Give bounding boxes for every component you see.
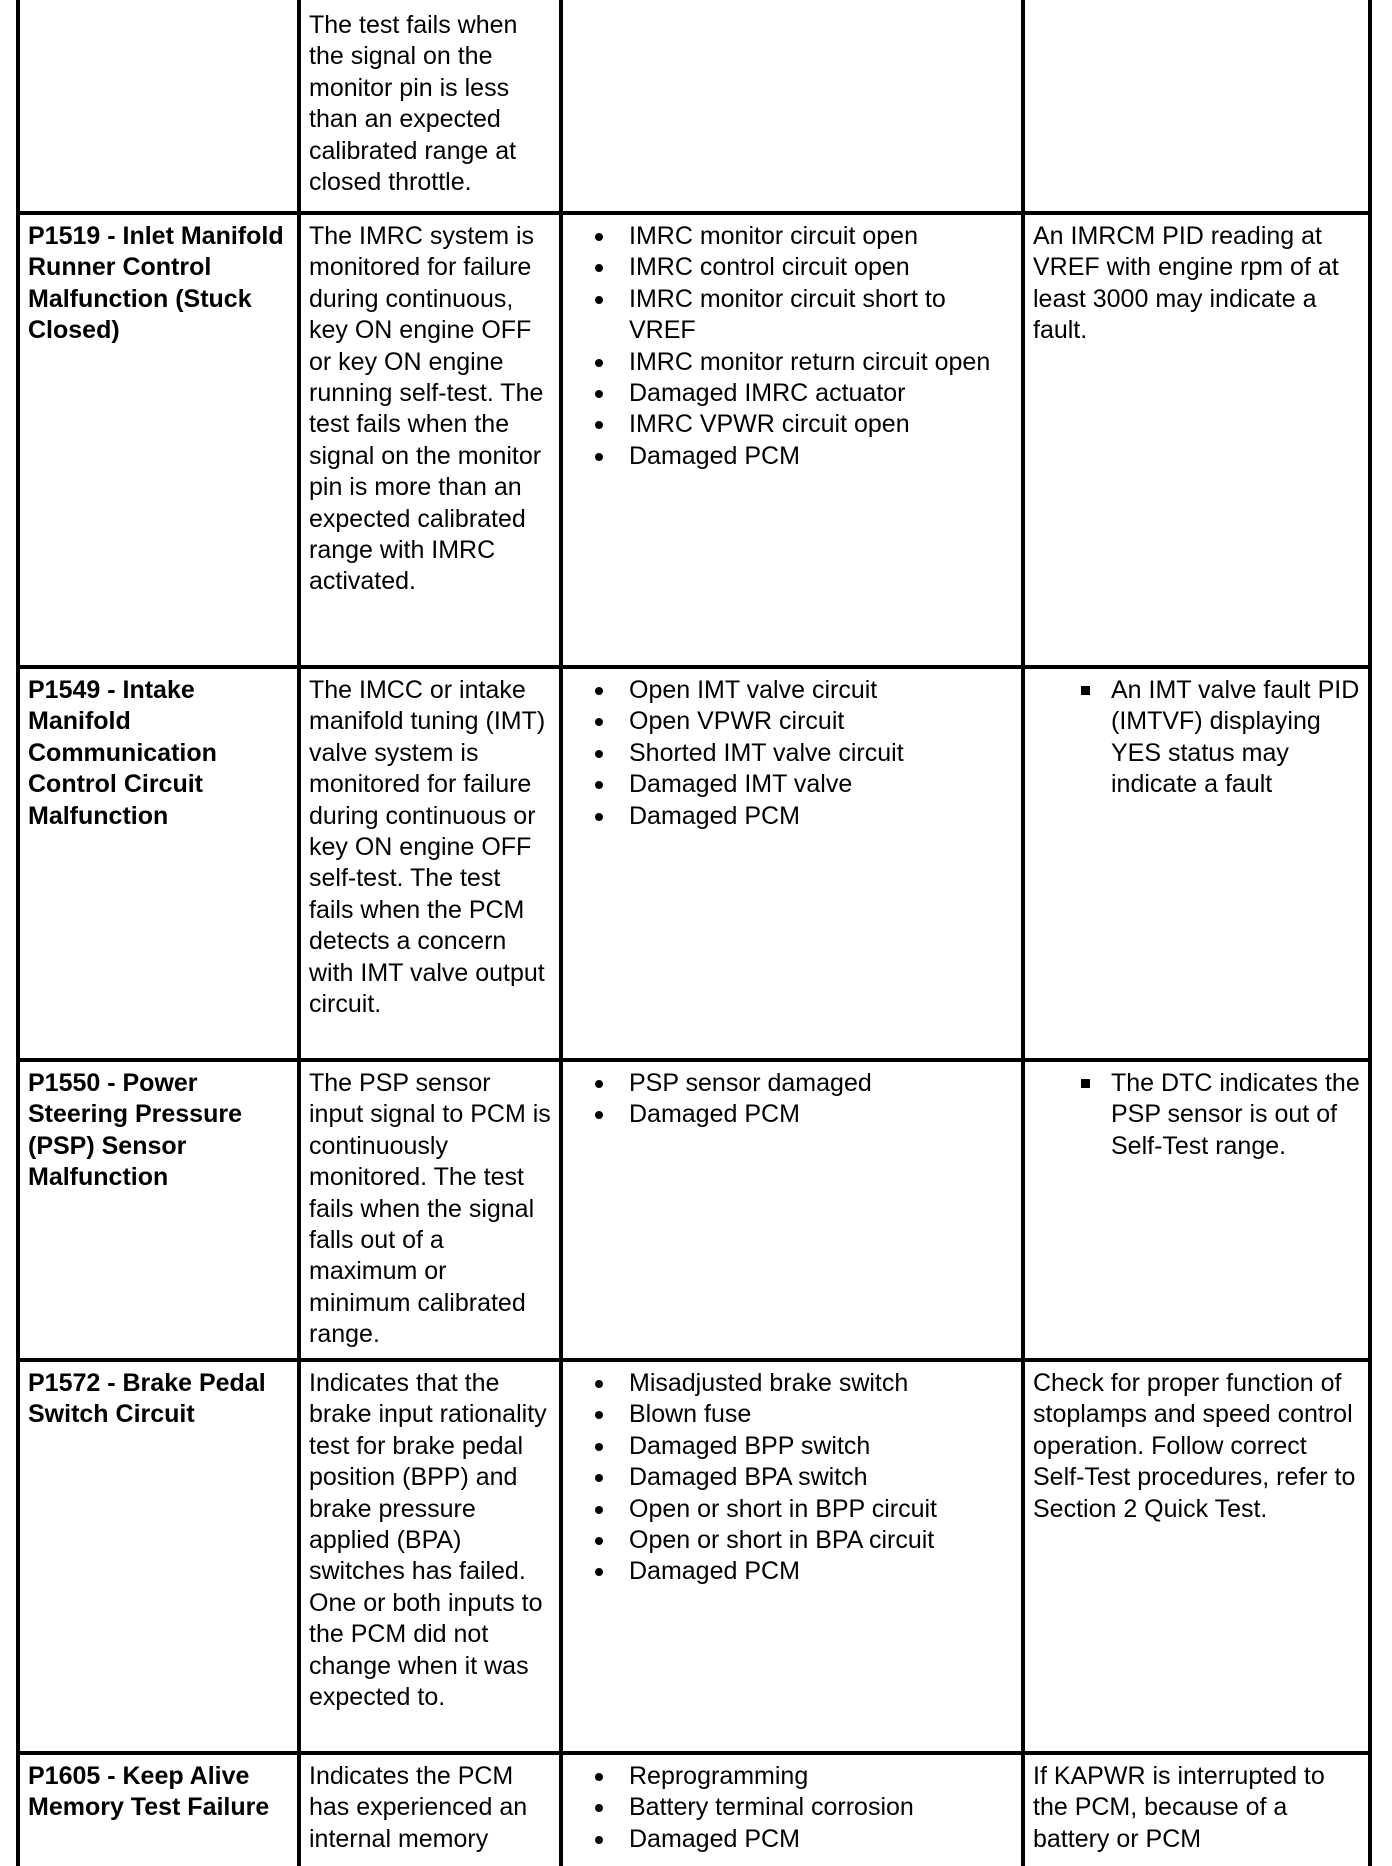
causes-list xyxy=(571,1068,1013,1131)
diagnostic-aids-cell xyxy=(1025,1062,1368,1358)
possible-causes-cell xyxy=(563,1362,1025,1751)
dtc-code-cell: P1549 - Intake Manifold Communication Control Circuit Malfunction xyxy=(20,669,301,1058)
dtc-code-cell: P1605 - Keep Alive Memory Test Failure xyxy=(20,1755,301,1866)
table-row xyxy=(20,215,1368,669)
description-cell: The PSP sensor input signal to PCM is continuously monitored. The test fails when the signal falls out of a maximum or minimum calibrated range. xyxy=(301,1062,563,1358)
diagnostic-aids-cell: If KAPWR is interrupted to the PCM, because of a battery or PCM xyxy=(1033,1762,1325,1853)
causes-list xyxy=(571,1761,1013,1855)
list-item: Open or short in BPA circuit xyxy=(629,1525,1013,1556)
dtc-table xyxy=(16,0,1372,1866)
list-item: PSP sensor damaged xyxy=(629,1068,1013,1099)
list-item: Damaged PCM xyxy=(629,441,1013,472)
diagnostic-aids-cell xyxy=(1025,0,1368,211)
list-item: Blown fuse xyxy=(629,1399,1013,1430)
list-item: Damaged PCM xyxy=(629,1099,1013,1130)
description-cell: The test fails when the signal on the monitor pin is less than an expected calibrated range at closed throttle. xyxy=(301,0,563,211)
table-row xyxy=(20,669,1368,1062)
list-item: An IMT valve fault PID (IMTVF) displaying YES status may indicate a fault xyxy=(1111,675,1360,801)
list-item: IMRC VPWR circuit open xyxy=(629,409,1013,440)
table-row xyxy=(20,0,1368,215)
causes-list xyxy=(571,1368,1013,1588)
description-cell: Indicates the PCM has experienced an internal memory xyxy=(301,1755,563,1866)
dtc-code-cell: P1572 - Brake Pedal Switch Circuit xyxy=(20,1362,301,1751)
possible-causes-cell xyxy=(563,1062,1025,1358)
possible-causes-cell xyxy=(563,1755,1025,1866)
list-item: IMRC monitor circuit open xyxy=(629,221,1013,252)
diagnostic-aids-cell xyxy=(1025,669,1368,1058)
list-item: Damaged IMT valve xyxy=(629,769,1013,800)
list-item: Damaged PCM xyxy=(629,801,1013,832)
dtc-code-cell: P1519 - Inlet Manifold Runner Control Malfunction (Stuck Closed) xyxy=(20,215,301,665)
list-item: Misadjusted brake switch xyxy=(629,1368,1013,1399)
diagnostic-aids-cell: Check for proper function of stoplamps and speed control operation. Follow correct Self-Test procedures, refer to Section 2 Quick Test. xyxy=(1033,1369,1356,1523)
table-row xyxy=(20,1755,1368,1866)
list-item: Damaged PCM xyxy=(629,1556,1013,1587)
list-item: Battery terminal corrosion xyxy=(629,1792,1013,1823)
list-item: IMRC monitor return circuit open xyxy=(629,347,1013,378)
list-item: Damaged PCM xyxy=(629,1824,1013,1855)
causes-list xyxy=(571,221,1013,472)
possible-causes-cell xyxy=(563,215,1025,665)
list-item: Damaged BPP switch xyxy=(629,1431,1013,1462)
description-cell: The IMRC system is monitored for failure during continuous, key ON engine OFF or key ON engine running self-test. The test fails when the signal on the monitor pin is more than an expected calibrated range with IMRC activated. xyxy=(301,215,563,665)
possible-causes-cell xyxy=(563,0,1025,211)
list-item: Reprogramming xyxy=(629,1761,1013,1792)
dtc-code-cell xyxy=(20,0,301,211)
possible-causes-cell xyxy=(563,669,1025,1058)
list-item: Open VPWR circuit xyxy=(629,706,1013,737)
aids-list xyxy=(1033,1068,1360,1162)
list-item: The DTC indicates the PSP sensor is out of Self-Test range. xyxy=(1111,1068,1360,1162)
list-item: Damaged IMRC actuator xyxy=(629,378,1013,409)
list-item: IMRC control circuit open xyxy=(629,252,1013,283)
list-item: Damaged BPA switch xyxy=(629,1462,1013,1493)
list-item: Shorted IMT valve circuit xyxy=(629,738,1013,769)
description-cell: Indicates that the brake input rationality test for brake pedal position (BPP) and brake pressure applied (BPA) switches has failed. One or both inputs to the PCM did not change when it was expected to. xyxy=(301,1362,563,1751)
list-item: Open or short in BPP circuit xyxy=(629,1494,1013,1525)
diagnostic-aids-cell: An IMRCM PID reading at VREF with engine rpm of at least 3000 may indicate a fault. xyxy=(1033,222,1339,345)
list-item: Open IMT valve circuit xyxy=(629,675,1013,706)
description-cell: The IMCC or intake manifold tuning (IMT) valve system is monitored for failure during continuous or key ON engine OFF self-test. The test fails when the PCM detects a concern with IMT valve output circuit. xyxy=(301,669,563,1058)
causes-list xyxy=(571,675,1013,832)
table-row xyxy=(20,1062,1368,1362)
table-row xyxy=(20,1362,1368,1755)
dtc-code-cell: P1550 - Power Steering Pressure (PSP) Sensor Malfunction xyxy=(20,1062,301,1358)
aids-list xyxy=(1033,675,1360,801)
list-item: IMRC monitor circuit short to VREF xyxy=(629,284,1013,347)
